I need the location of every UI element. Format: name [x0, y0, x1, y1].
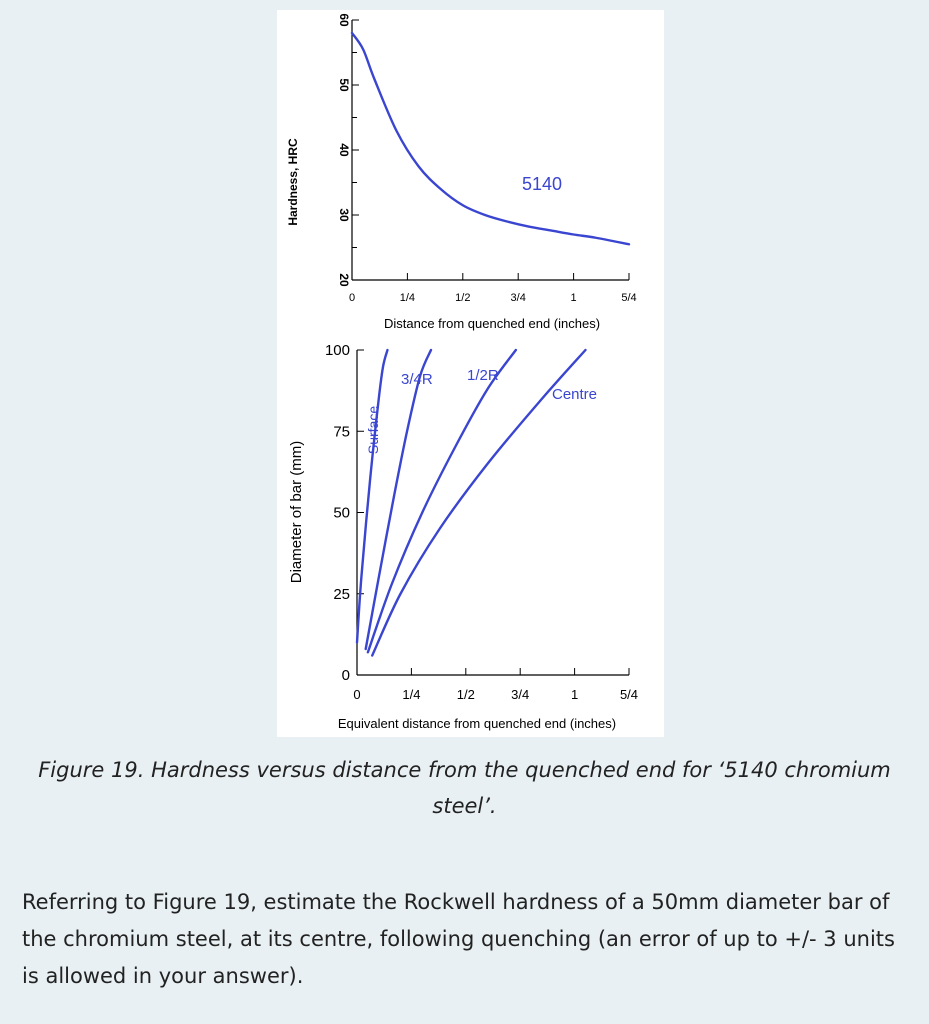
x-tick-label: 1/2 — [455, 292, 471, 304]
figure-caption: Figure 19. Hardness versus distance from the quenched end for ‘5140 chromium steel’. — [38, 758, 891, 818]
x-tick-label: 3/4 — [511, 687, 530, 702]
series-label-surface: Surface — [365, 405, 381, 455]
y-tick-label: 20 — [337, 273, 351, 287]
top-x-axis-label: Distance from quenched end (inches) — [383, 316, 601, 331]
figure-panel — [277, 10, 664, 737]
diameter-chart — [288, 342, 638, 731]
question-text: Referring to Figure 19, estimate the Rockwell hardness of a 50mm diameter bar of the chromium steel, at its centre, following quenching (an error of up to +/- 3 units is allowed in your answer). — [22, 890, 895, 988]
top-y-axis-label: Hardness, HRC — [286, 138, 300, 226]
x-tick-label: 5/4 — [621, 292, 637, 304]
hardness-chart — [286, 13, 637, 331]
x-tick-label: 1/4 — [399, 292, 416, 304]
x-tick-label: 1/2 — [456, 687, 475, 702]
y-tick-label: 50 — [333, 504, 350, 522]
series-line-1-2r — [368, 350, 516, 652]
y-tick-label: 100 — [324, 342, 350, 359]
series-label-centre: Centre — [552, 386, 598, 403]
figure-svg — [277, 10, 664, 737]
series-line-3-4r — [366, 350, 431, 649]
x-tick-label: 5/4 — [619, 687, 639, 702]
series-line-surface — [357, 350, 387, 643]
y-tick-label: 75 — [333, 423, 350, 441]
bottom-x-axis-label: Equivalent distance from quenched end (inches) — [337, 716, 617, 731]
series-line-5140 — [352, 33, 629, 244]
x-tick-label: 3/4 — [510, 292, 526, 304]
y-tick-label: 60 — [337, 13, 351, 27]
series-label-3-4r: 3/4R — [401, 371, 433, 388]
y-tick-label: 30 — [337, 208, 351, 222]
x-tick-label: 0 — [353, 687, 361, 702]
bottom-y-axis-label: Diameter of bar (mm) — [288, 440, 305, 584]
x-tick-label: 0 — [348, 292, 356, 304]
y-tick-label: 50 — [337, 78, 351, 92]
series-label-1-2r: 1/2R — [467, 367, 499, 384]
x-tick-label: 1 — [570, 292, 577, 304]
series-label-5140: 5140 — [522, 174, 563, 194]
x-tick-label: 1/4 — [402, 687, 421, 702]
y-tick-label: 40 — [337, 143, 351, 157]
y-tick-label: 25 — [333, 585, 350, 603]
y-tick-label: 0 — [341, 667, 350, 684]
x-tick-label: 1 — [570, 687, 579, 702]
